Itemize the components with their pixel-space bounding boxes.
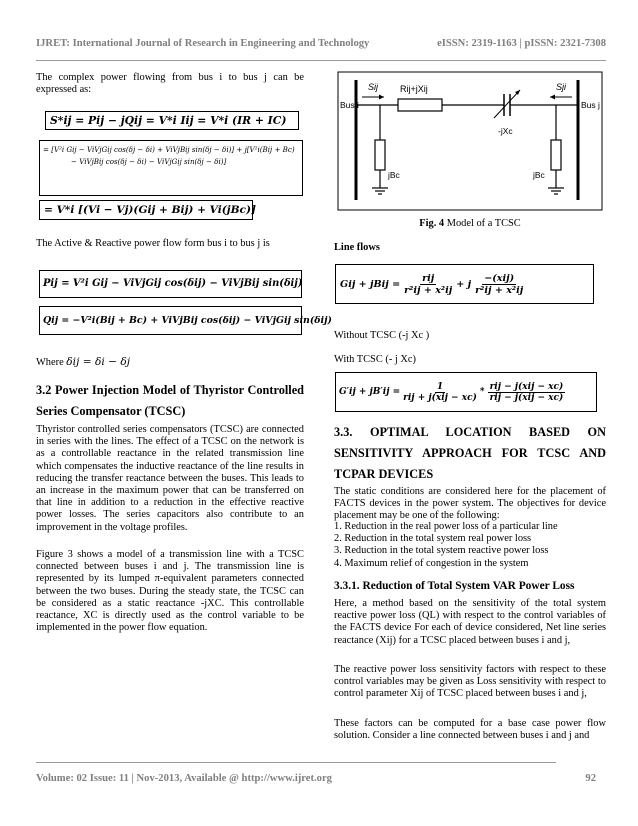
objective-item: 3. Reduction in the total system reactive power loss	[334, 545, 549, 557]
static-conditions-paragraph: The static conditions are considered here for the placement of FACTS devices in the power system. The objectives for device placement may be one of the following:	[334, 486, 606, 522]
eq-g-frac1	[404, 273, 452, 296]
without-tcsc-text: Without TCSC (-j Xc )	[334, 330, 430, 341]
label-jxc: -jXc	[498, 126, 513, 136]
objective-item: 2. Reduction in the total system real power loss	[334, 533, 532, 545]
figure-caption-number: Fig. 4	[419, 218, 445, 229]
objectives-list	[334, 521, 606, 570]
label-sij: Sij	[368, 82, 379, 92]
eq-g-den2: r²ij + x²ij	[475, 284, 524, 296]
tcsc-paragraph-2: Figure 3 shows a model of a transmission line with a TCSC connected between buses i and j. The transmission line is represented by its lumped π-equivalent parameters connected between the two buses. During the steady state, the TCSC can be considered as a static reactance -jXC. This controllable reactance, XC is directly used as the control variable to be implemented in the power flow equation.	[36, 549, 304, 634]
eq-g2-den1: rij + j(xij − xc)	[403, 392, 477, 403]
equation-with-tcsc	[335, 372, 597, 412]
running-footer	[36, 773, 596, 784]
eq-g-mid: + j	[456, 278, 472, 290]
equation-reactive-power: Qij = −V²i(Bij + Bc) + ViVjBij cos(δij) − ViVjGij sin(δij)	[39, 306, 302, 335]
var-loss-paragraph: Here, a method based on the sensitivity of the total system reactive power loss (QL) with respect to the control variables of the FACTS device For each of device considered, Net line series reactance (Xij) for a TCSC placed between buses i and j,	[334, 598, 606, 646]
impedance-box	[398, 99, 442, 111]
intro-text: The complex power flowing from bus i to bus j can be expressed as:	[36, 72, 304, 96]
where-equation: δij = δi − δj	[66, 356, 130, 368]
eq-g-num2: −(xij)	[484, 272, 515, 284]
eq-g2-frac2	[488, 382, 566, 403]
eq-g-num1: rij	[422, 272, 435, 284]
journal-link[interactable]: http://www.ijret.org	[241, 773, 332, 784]
label-sji: Sji	[556, 82, 567, 92]
equation-expanded-line1: = [V²i Gij − ViVjGij cos(δj − δi) + ViVjBij sin(δj − δi)] + j[V²i(Bij + Bc)	[43, 145, 295, 154]
footer-rule	[36, 762, 556, 763]
label-bus-j: Bus j	[581, 100, 600, 110]
equation-active-power: Pij = V²i Gij − ViVjGij cos(δij) − ViVjBij sin(δij)	[39, 270, 302, 298]
line-flows-heading: Line flows	[334, 242, 380, 253]
label-jbc-left: jBc	[388, 170, 400, 180]
header-rule	[36, 60, 606, 61]
base-case-paragraph: These factors can be computed for a base case power flow solution. Consider a line connected between buses i and j and	[334, 718, 606, 742]
eq-g2-den2: rij − j(xij − xc)	[489, 392, 564, 403]
equation-complex-power: S*ij = Pij − jQij = V*i Iij = V*i (IR + IC)	[45, 111, 299, 130]
where-line	[36, 356, 130, 369]
figure-caption	[334, 218, 606, 230]
issn-info: eISSN: 2319-1163 | pISSN: 2321-7308	[437, 38, 606, 49]
objective-item: 1. Reduction in the real power loss of a particular line	[334, 521, 558, 532]
running-header	[36, 38, 606, 49]
label-impedance: Rij+jXij	[400, 84, 428, 94]
figure-caption-text: Model of a TCSC	[446, 218, 521, 229]
eq-g2-num2: rij − j(xij − xc)	[489, 381, 564, 392]
equation-line-flows	[335, 264, 594, 304]
eq-g2-mul: *	[479, 387, 485, 397]
label-jbc-right: jBc	[533, 170, 545, 180]
objective-item: 4. Maximum relief of congestion in the system	[334, 557, 529, 569]
eq-g2-frac1	[403, 382, 477, 403]
eq-g-frac2	[475, 273, 523, 296]
section-3-3-1-heading: 3.3.1. Reduction of Total System VAR Power Loss	[334, 580, 575, 592]
capacitor-variable-arrow	[494, 90, 520, 118]
section-3-2-heading: 3.2 Power Injection Model of Thyristor Controlled Series Compensator (TCSC)	[36, 383, 304, 418]
sij-arrow-head	[379, 95, 384, 100]
sji-arrow-head	[550, 95, 555, 100]
tcsc-paragraph-1: Thyristor controlled series compensators (TCSC) are connected in series with the lines. The effect of a TCSC on the network is as a controllable reactance in the related transmission line which compensates the inductive reactance of the line results in reducing the transfer reactance between the buses. This leads to an increase in the maximum power that can be transferred on that line in addition to a reduction in the effective reactive power losses. The series capacitors also contribute to an improvement in the voltage profiles.	[36, 424, 304, 533]
eq-g-den1: r²ij + x²ij	[404, 284, 453, 296]
equation-expanded	[39, 140, 303, 196]
pq-intro-text: The Active & Reactive power flow form bus i to bus j is	[36, 238, 270, 249]
eq-g2-lhs: G′ij + jB′ij =	[339, 387, 401, 397]
footer-volume-text: Volume: 02 Issue: 11 | Nov-2013, Available @	[36, 773, 239, 784]
with-tcsc-text: With TCSC (- j Xc)	[334, 354, 416, 365]
eq-g2-num1: 1	[436, 381, 444, 392]
where-label: Where	[36, 357, 64, 368]
tcsc-model-figure	[334, 70, 606, 212]
footer-volume	[36, 773, 332, 784]
section-3-3-heading: 3.3. OPTIMAL LOCATION BASED ON SENSITIVITY APPROACH FOR TCSC AND TCPAR DEVICES	[334, 425, 606, 481]
sensitivity-paragraph: The reactive power loss sensitivity factors with respect to these control variables may be given as Loss sensitivity with respect to control parameter Xij of TCSC placed between buses i and j,	[334, 664, 606, 700]
equation-compact: = V*i [(Vi − Vj)(Gij + Bij) + Vi(jBc)]	[39, 200, 253, 220]
shunt-left-element	[375, 140, 385, 170]
equation-expanded-line2: − ViVjBij cos(δj − δi) − ViVjGij sin(δj − δi)]	[71, 157, 227, 166]
shunt-right-element	[551, 140, 561, 170]
label-bus-i: Bus i	[340, 100, 359, 110]
page-number: 92	[585, 773, 596, 784]
tcsc-circuit-diagram	[334, 70, 606, 212]
eq-g-lhs: Gij + jBij =	[340, 278, 401, 290]
journal-title: IJRET: International Journal of Research in Engineering and Technology	[36, 38, 370, 49]
